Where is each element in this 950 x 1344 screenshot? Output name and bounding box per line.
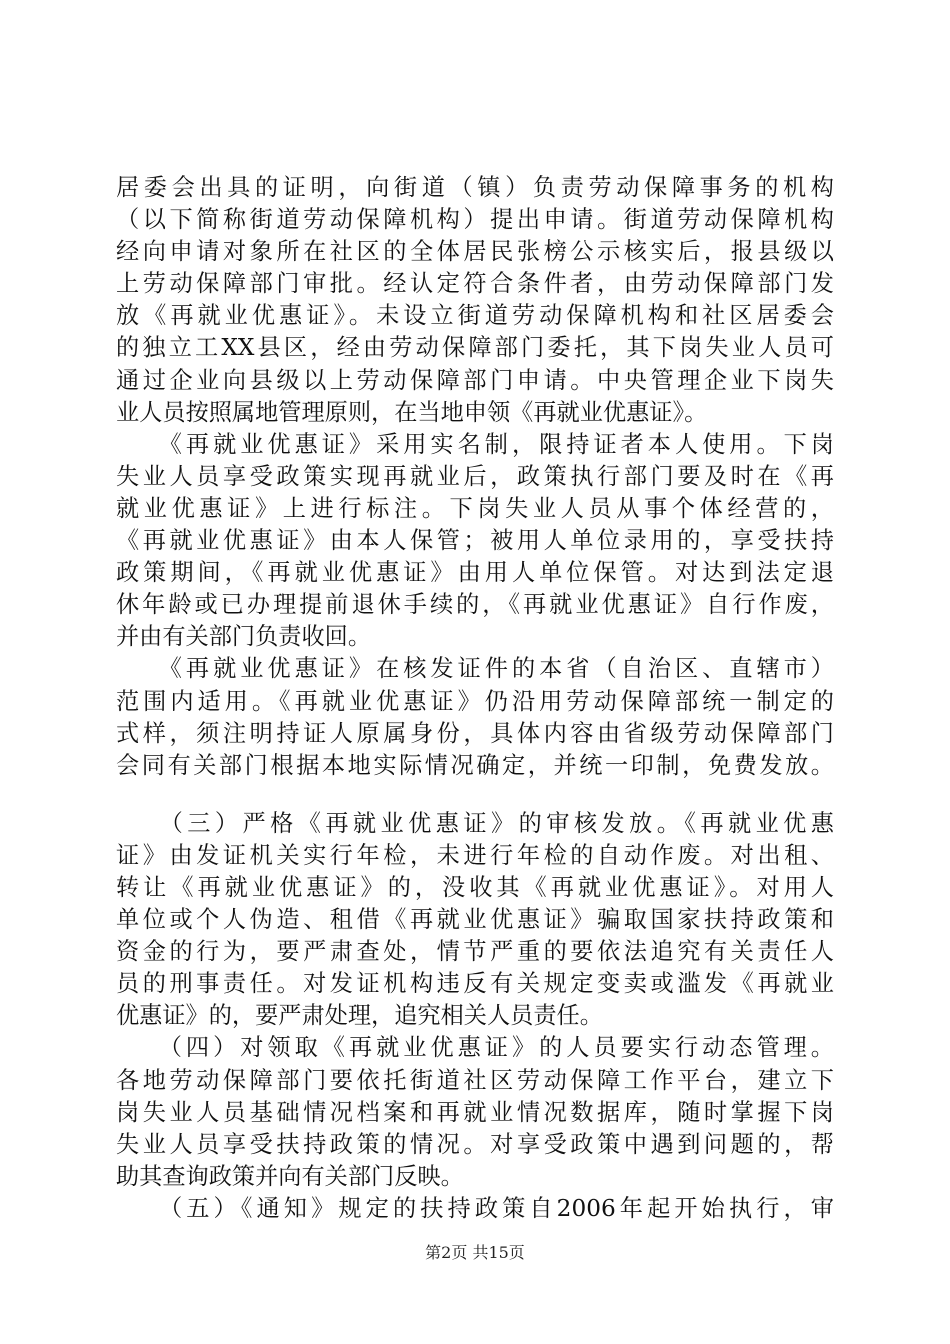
text-line: 失业人员享受政策实现再就业后，政策执行部门要及时在《再 bbox=[116, 462, 834, 490]
text-line: 《再就业优惠证》采用实名制，限持证者本人使用。下岗 bbox=[116, 430, 834, 458]
text-line: 助其查询政策并向有关部门反映。 bbox=[116, 1162, 464, 1190]
text-line: 并由有关部门负责收回。 bbox=[116, 623, 372, 651]
text-line: 政策期间，《再就业优惠证》由用人单位保管。对达到法定退 bbox=[116, 559, 834, 587]
text-line: 员的刑事责任。对发证机构违反有关规定变卖或滥发《再就业 bbox=[116, 970, 834, 998]
text-line: （以下简称街道劳动保障机构）提出申请。街道劳动保障机构 bbox=[116, 206, 834, 234]
text-line: 休年龄或已办理提前退休手续的，《再就业优惠证》自行作废， bbox=[116, 591, 834, 619]
text-line: 通过企业向县级以上劳动保障部门申请。中央管理企业下岗失 bbox=[116, 366, 834, 394]
text-line: 居委会出具的证明，向街道（镇）负责劳动保障事务的机构 bbox=[116, 174, 834, 201]
text-line: 证》由发证机关实行年检，未进行年检的自动作废。对出租、 bbox=[116, 841, 834, 869]
text-line: 失业人员享受扶持政策的情况。对享受政策中遇到问题的，帮 bbox=[116, 1130, 834, 1158]
text-line: 放《再就业优惠证》。未设立街道劳动保障机构和社区居委会 bbox=[116, 302, 834, 330]
text-line: 的独立工XX县区，经由劳动保障部门委托，其下岗失业人员可 bbox=[116, 334, 834, 362]
text-line: 范围内适用。《再就业优惠证》仍沿用劳动保障部统一制定的 bbox=[116, 687, 834, 715]
text-line: 会同有关部门根据本地实际情况确定，并统一印制，免费发放。 bbox=[116, 751, 834, 779]
text-line: 优惠证》的，要严肃处理，追究相关人员责任。 bbox=[116, 1002, 603, 1030]
text-line: 各地劳动保障部门要依托街道社区劳动保障工作平台，建立下 bbox=[116, 1066, 834, 1094]
text-line: 岗失业人员基础情况档案和再就业情况数据库，随时掌握下岗 bbox=[116, 1098, 834, 1126]
document-body bbox=[116, 172, 834, 1225]
text-line: 资金的行为，要严肃查处，情节严重的要依法追究有关责任人 bbox=[116, 938, 834, 966]
text-line: 《再就业优惠证》由本人保管；被用人单位录用的，享受扶持 bbox=[116, 527, 834, 555]
text-line: 《再就业优惠证》在核发证件的本省（自治区、直辖市） bbox=[116, 655, 834, 683]
page-footer bbox=[0, 1240, 950, 1263]
paragraph-gap bbox=[116, 782, 834, 808]
text-line: （五）《通知》规定的扶持政策自2006年起开始执行，审 bbox=[116, 1194, 834, 1222]
text-line: （三）严格《再就业优惠证》的审核发放。《再就业优惠 bbox=[116, 809, 834, 837]
text-line: 业人员按照属地管理原则，在当地申领《再就业优惠证》。 bbox=[116, 398, 708, 426]
text-line: 就业优惠证》上进行标注。下岗失业人员从事个体经营的， bbox=[116, 494, 834, 522]
page-number-label: 第2页 共15页 bbox=[425, 1243, 525, 1262]
text-line: （四）对领取《再就业优惠证》的人员要实行动态管理。 bbox=[116, 1034, 834, 1062]
text-line: 单位或个人伪造、租借《再就业优惠证》骗取国家扶持政策和 bbox=[116, 906, 834, 934]
text-line: 上劳动保障部门审批。经认定符合条件者，由劳动保障部门发 bbox=[116, 270, 834, 298]
text-line: 经向申请对象所在社区的全体居民张榜公示核实后，报县级以 bbox=[116, 238, 834, 266]
text-line: 转让《再就业优惠证》的，没收其《再就业优惠证》。对用人 bbox=[116, 873, 834, 901]
text-line: 式样，须注明持证人原属身份，具体内容由省级劳动保障部门 bbox=[116, 719, 834, 747]
